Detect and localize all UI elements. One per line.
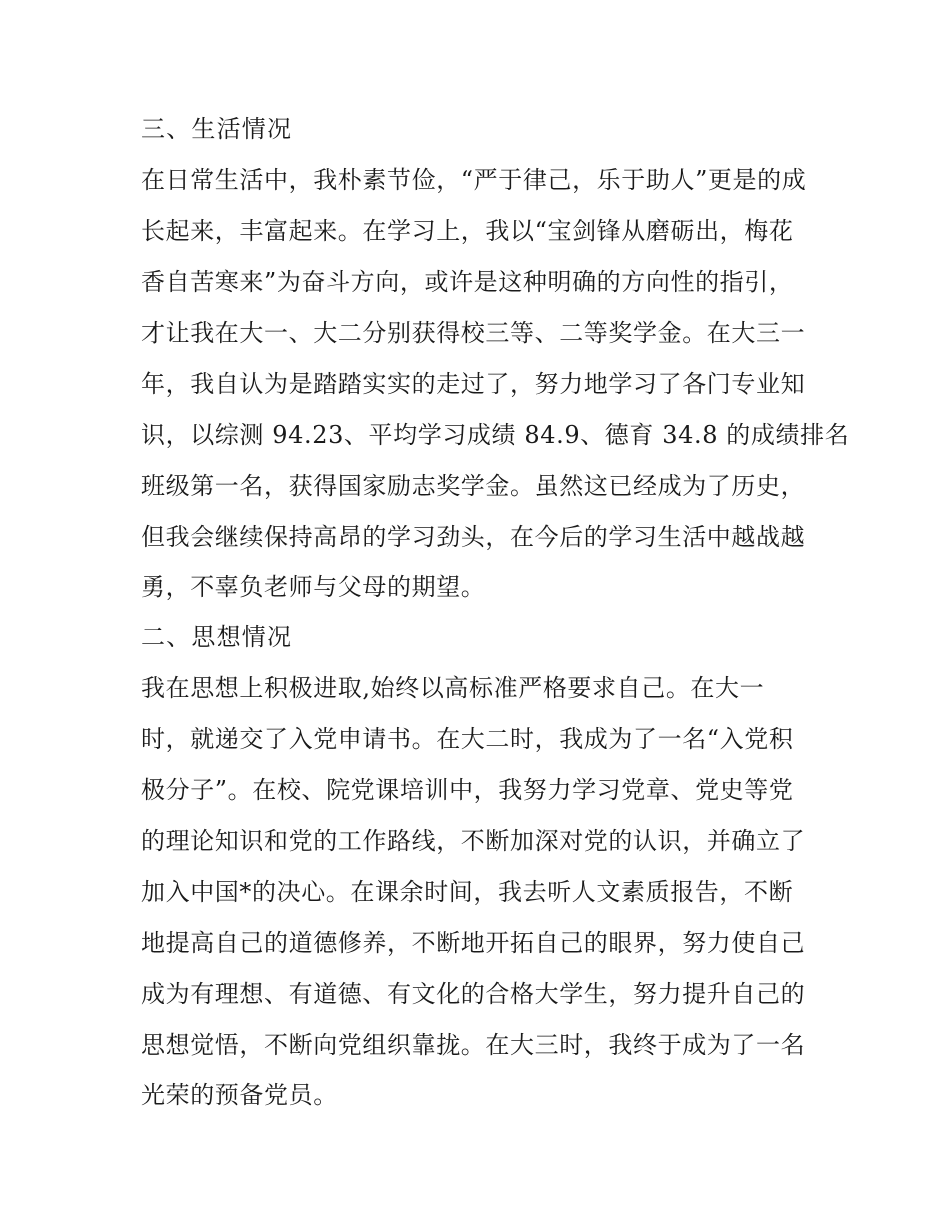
paragraph-line: 班级第一名，获得国家励志奖学金。虽然这已经成为了历史， — [141, 472, 806, 500]
paragraph-line: 但我会继续保持高昂的学习劲头，在今后的学习生活中越战越 — [141, 523, 806, 551]
paragraph-line: 我在思想上积极进取,始终以高标准严格要求自己。在大一 — [141, 674, 765, 702]
paragraph-line: 地提高自己的道德修养，不断地开拓自己的眼界，努力使自己 — [141, 929, 806, 957]
paragraph-line: 勇，不辜负老师与父母的期望。 — [141, 573, 486, 601]
paragraph-line: 年，我自认为是踏踏实实的走过了，努力地学习了各门专业知 — [141, 370, 806, 398]
paragraph-line: 长起来，丰富起来。在学习上，我以“宝剑锋从磨砺出，梅花 — [141, 217, 794, 245]
paragraph-line: 香自苦寒来”为奋斗方向，或许是这种明确的方向性的指引， — [141, 268, 794, 296]
section-heading-life: 三、生活情况 — [141, 115, 293, 143]
paragraph-line: 成为有理想、有道德、有文化的合格大学生，努力提升自己的 — [141, 980, 806, 1008]
paragraph-line: 思想觉悟，不断向党组织靠拢。在大三时，我终于成为了一名 — [141, 1031, 806, 1059]
paragraph-line: 识，以综测 94.23、平均学习成绩 84.9、德育 34.8 的成绩排名 — [141, 421, 850, 449]
paragraph-line: 极分子”。在校、院党课培训中，我努力学习党章、党史等党 — [141, 776, 794, 804]
paragraph-line: 在日常生活中，我朴素节俭，“严于律己，乐于助人”更是的成 — [141, 166, 807, 194]
section-heading-thought: 二、思想情况 — [141, 623, 293, 651]
paragraph-line: 光荣的预备党员。 — [141, 1081, 338, 1109]
paragraph-line: 的理论知识和党的工作路线，不断加深对党的认识，并确立了 — [141, 827, 806, 855]
paragraph-line: 加入中国*的决心。在课余时间，我去听人文素质报告，不断 — [141, 878, 794, 906]
paragraph-line: 时，就递交了入党申请书。在大二时，我成为了一名“入党积 — [141, 725, 794, 753]
paragraph-line: 才让我在大一、大二分别获得校三等、二等奖学金。在大三一 — [141, 319, 806, 347]
